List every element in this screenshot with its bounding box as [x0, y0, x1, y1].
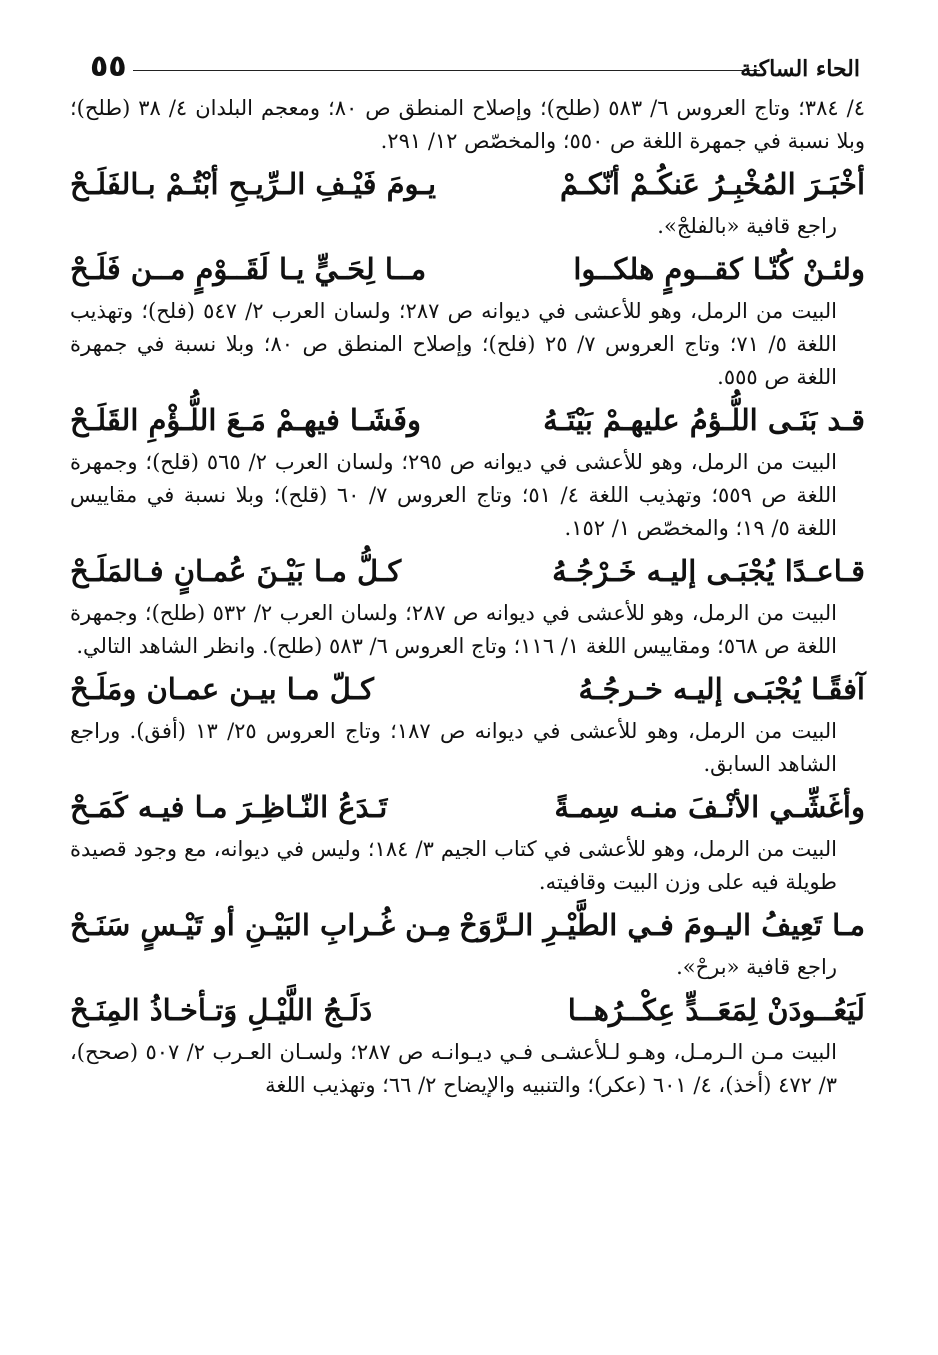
verse-hemistich-first: ولئـنْ كُنّـا كقــومٍ هلكــوا [573, 252, 865, 286]
verse-hemistich-second: وفَشَـا فيهـمْ مَـعَ اللُّـؤْمِ القَلَـحْ [70, 403, 422, 437]
verse-note: البيت من الرمل، وهو للأعشى في ديوانه ص ١٨٧؛ وتاج العروس ٢٥/ ١٣ (أفق). وراجع الشاهد السابق. [70, 719, 837, 776]
verse-hemistich-first: وأغَشِّـي الأنْـفَ منـه سِمـةً [554, 790, 865, 824]
verse-line [70, 781, 865, 833]
verse-hemistich-first: مـا تَعِيفُ اليـومَ فـي الطَّيْـرِ الـرَّوَحْ [459, 908, 865, 942]
page-body [70, 92, 865, 1102]
verse-hemistich-first: أخْبَـرَ المُخْبِـرُ عَنكُـمْ أنّكـمْ [560, 167, 865, 201]
page-number: ٥٥ [90, 49, 127, 84]
page-header [78, 50, 860, 84]
header-rule [133, 70, 760, 71]
verse-note: راجع قافية «بالفلجْ». [657, 214, 837, 238]
verse-hemistich-first: لَيَعُــودَنْ لِمَعَــدٍّ عِكْــرُهــا [567, 993, 865, 1027]
verse-line [70, 394, 865, 446]
verse-line [70, 545, 865, 597]
running-title: الحاء الساكنة [740, 56, 860, 82]
verse-hemistich-second: مِـن غُـرابِ البَيْـنِ أو تَيْـسٍ سَنَـحْ [70, 908, 452, 942]
footnote-continuation: ٤/ ٣٨٤؛ وتاج العروس ٦/ ٥٨٣ (طلح)؛ وإصلاح المنطق ص ٨٠؛ ومعجم البلدان ٤/ ٣٨ (طلح)؛ وبلا نسبة في جمهرة اللغة ص ٥٥٠؛ والمخصّص ١٢/ ٢٩١. [70, 96, 865, 153]
verse-note: البيت من الرمل، وهو للأعشى في ديوانه ص ٢٩٥؛ ولسان العرب ٢/ ٥٦٥ (قلح)؛ وجمهرة اللغة ص ٥٥٩؛ وتهذيب اللغة ٤/ ٥١؛ وتاج العروس ٧/ ٦٠ (قلح)؛ وبلا نسبة في مقاييس اللغة ٥/ ١٩؛ والمخصّص ١/ ١٥٢. [70, 450, 837, 540]
verse-note: البيت من الرمل، وهو للأعشى في كتاب الجيم ٣/ ١٨٤؛ وليس في ديوانه، مع وجود قصيدة طويلة فيه على وزن البيت وقافيته. [70, 837, 837, 894]
verse-hemistich-second: يـومَ فَيْـفِ الـرِّيـحِ أبْتُـمْ بـالفَلَـحْ [70, 167, 437, 201]
verse-hemistich-second: مــا لِحَـيٍّ يـا لَقَــوْمٍ مــن فَلَـحْ [70, 252, 427, 286]
verse-note: البيت مـن الـرمـل، وهـو لـلأعشـى فـي ديـوانـه ص ٢٨٧؛ ولسـان العـرب ٢/ ٥٠٧ (صحح)، ٣/ ٤٧٢ (أخذ)، ٤/ ٦٠١ (عكر)؛ والتنبيه والإيضاح ٢/ ٦٦؛ وتهذيب اللغة [70, 1040, 837, 1097]
verse-note: راجع قافية «برحْ». [676, 955, 837, 979]
verse-hemistich-first: قـاعـدًا يُجْبَـى إليـه خَـرْجُـهُ [552, 554, 865, 588]
verse-note: البيت من الرمل، وهو للأعشى في ديوانه ص ٢٨٧؛ ولسان العرب ٢/ ٥٣٢ (طلح)؛ وجمهرة اللغة ص ٥٦٨؛ ومقاييس اللغة ١/ ١١٦؛ وتاج العروس ٦/ ٥٨٣ (طلح). وانظر الشاهد التالي. [70, 601, 837, 658]
verse-hemistich-first: قـد بَنَـى اللُّـؤمُ عليهـمْ بَيْتَـهُ [543, 403, 865, 437]
verse-line [70, 984, 865, 1036]
verse-hemistich-second: كـلّ مـا بيـن عمـان ومَلَـحْ [70, 672, 374, 706]
verse-hemistich-second: تَـدَعُ النّـاظِـرَ مـا فيـه كَمَـحْ [70, 790, 388, 824]
verse-hemistich-first: آفقًـا يُجْبَـى إليـه خـرجُـهُ [578, 672, 865, 706]
verse-line [70, 899, 865, 951]
verse-hemistich-second: كـلُّ مـا بَيْـنَ عُمـانٍ فـالمَلَـحْ [70, 554, 402, 588]
verse-line [70, 663, 865, 715]
verse-hemistich-second: دَلَـجُ اللَّيْـلِ وَتـأخـاذُ المِنَـحْ [70, 993, 373, 1027]
verse-line [70, 243, 865, 295]
verse-line [70, 158, 865, 210]
verse-note: البيت من الرمل، وهو للأعشى في ديوانه ص ٢٨٧؛ ولسان العرب ٢/ ٥٤٧ (فلح)؛ وتهذيب اللغة ٥/ ٧١؛ وتاج العروس ٧/ ٢٥ (فلح)؛ وإصلاح المنطق ص ٨٠؛ وبلا نسبة في جمهرة اللغة ص ٥٥٥. [70, 299, 837, 389]
